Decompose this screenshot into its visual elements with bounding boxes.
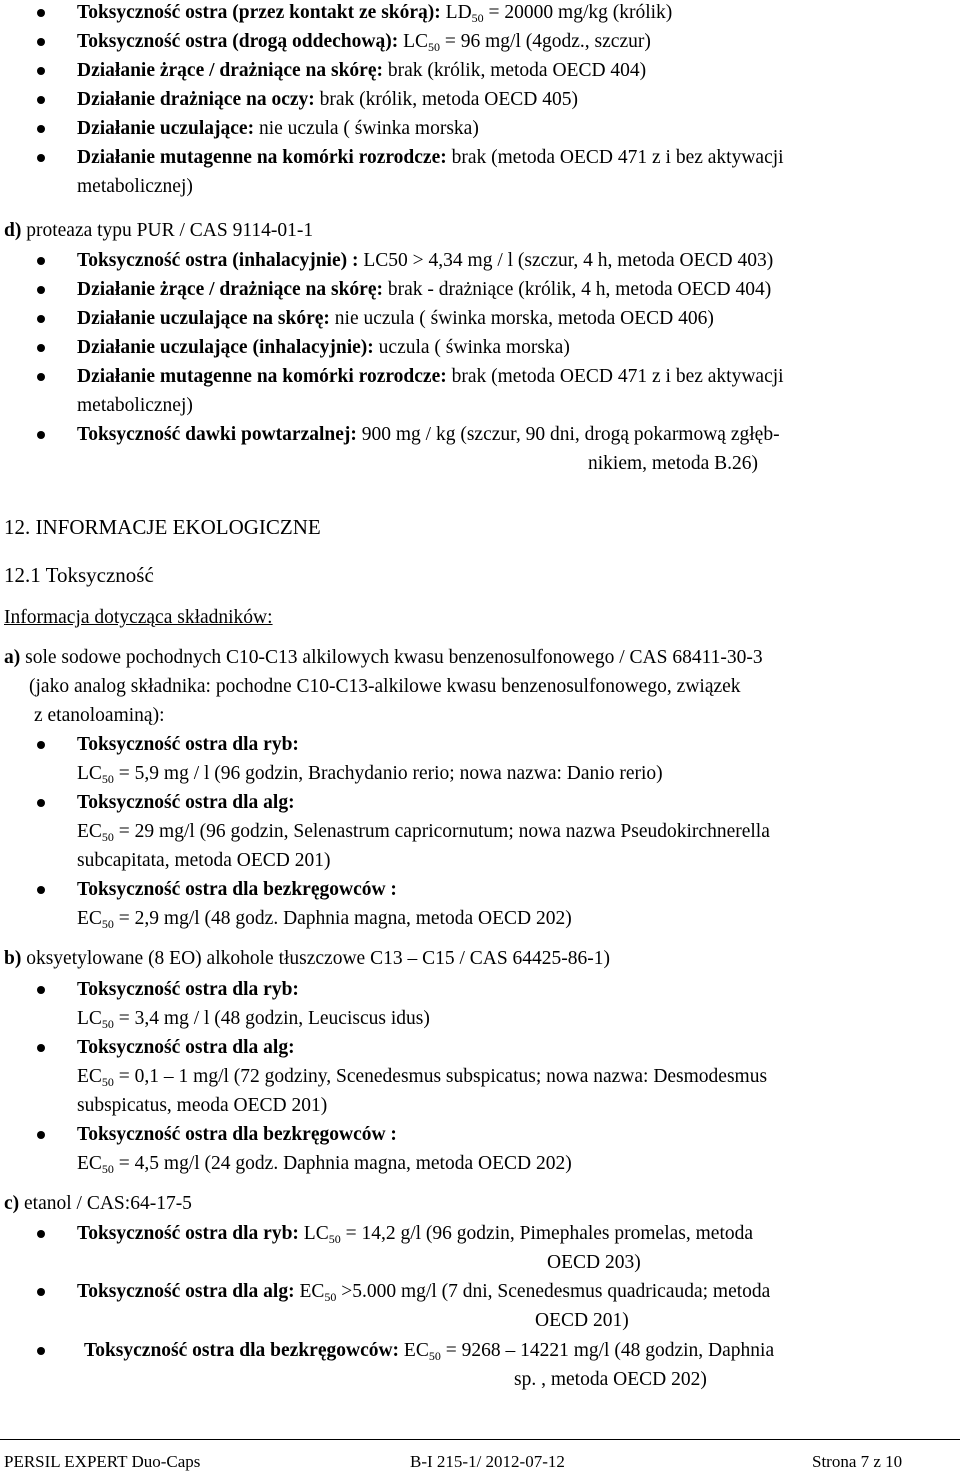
list-item: Toksyczność ostra (drogą oddechową): $LC_{50} = 96$ mg/l (4godz., szczur) [77, 31, 651, 54]
list-item: Toksyczność ostra (przez kontakt ze skórą): $LD_{50} = 20000$ mg/kg (królik) [77, 2, 673, 25]
bullet-icon [36, 1130, 46, 1140]
bullet-icon [36, 343, 46, 353]
list-item: Działanie drażniące na oczy: brak (królik, metoda OECD 405) [77, 89, 578, 110]
list-item: Działanie uczulające na skórę: nie uczula ( świnka morska, metoda OECD 406) [77, 308, 714, 329]
footer-page-number: Strona 7 z 10 [812, 1452, 903, 1471]
fish-label: Toksyczność ostra dla ryb: [77, 979, 299, 1000]
bullet-icon [36, 798, 46, 808]
bullet-icon [36, 153, 46, 163]
bullet-icon [36, 1229, 46, 1239]
bullet-icon [36, 885, 46, 895]
bullet-icon [36, 37, 46, 47]
algae-value-cont: subcapitata, metoda OECD 201) [77, 850, 331, 871]
list-item: Toksyczność dawki powtarzalnej: 900 mg / kg (szczur, 90 dni, drogą pokarmową zgłęb- [77, 424, 780, 445]
footer-code: B-I 215-1/ 2012-07-12 [410, 1452, 565, 1471]
algae-value: $EC_{50} = 29$ mg/l (96 godzin, Selenastrum capricornutum; nowa nazwa Pseudokirchnerella [77, 821, 770, 844]
bullet-icon [36, 430, 46, 440]
bullet-icon [36, 1043, 46, 1053]
algae-line: Toksyczność ostra dla alg: $EC_{50} >5.000$ mg/l (7 dni, Scenedesmus quadricauda; metoda [77, 1281, 771, 1304]
fish-line-cont: OECD 203) [547, 1252, 641, 1273]
list-item: Działanie uczulające: nie uczula ( świnka morska) [77, 118, 479, 139]
info-label: Informacja dotycząca składników: [4, 607, 273, 628]
invertebrates-label: Toksyczność ostra dla bezkręgowców : [77, 879, 397, 900]
sub-heading: 12.1 Toksyczność [4, 563, 154, 587]
footer-divider [0, 1439, 960, 1440]
bullet-icon [36, 314, 46, 324]
item-a-line: z etanoloaminą): [34, 705, 165, 726]
bullet-icon [36, 740, 46, 750]
list-item: Działanie mutagenne na komórki rozrodcze: brak (metoda OECD 471 z i bez aktywacji [77, 147, 784, 168]
bullet-icon [36, 1346, 46, 1356]
section-d-title: d) proteaza typu PUR / CAS 9114-01-1 [4, 220, 314, 241]
fish-value: $LC_{50} = 3,4$ mg / l (48 godzin, Leuciscus idus) [77, 1008, 430, 1031]
invertebrates-line: Toksyczność ostra dla bezkręgowców: $EC_{50} = 9268 - 14221$ mg/l (48 godzin, Daphnia [84, 1340, 775, 1363]
item-a-title: a) sole sodowe pochodnych C10-C13 alkilowych kwasu benzenosulfonowego / CAS 68411-30-3 [4, 647, 763, 668]
bullet-icon [36, 95, 46, 105]
algae-label: Toksyczność ostra dla alg: [77, 792, 295, 813]
list-item: Działanie mutagenne na komórki rozrodcze: brak (metoda OECD 471 z i bez aktywacji [77, 366, 784, 387]
list-item-continuation: nikiem, metoda B.26) [588, 453, 759, 474]
list-item: Działanie uczulające (inhalacyjnie): uczula ( świnka morska) [77, 337, 570, 358]
bullet-icon [36, 285, 46, 295]
bullet-icon [36, 8, 46, 18]
item-c-title: c) etanol / CAS:64-17-5 [4, 1193, 192, 1214]
item-b-title: b) oksyetylowane (8 EO) alkohole tłuszczowe C13 – C15 / CAS 64425-86-1) [4, 948, 611, 969]
algae-value: $EC_{50} = 0,1 - 1$ mg/l (72 godziny, Scenedesmus subspicatus; nowa nazwa: Desmodesmus [77, 1066, 768, 1089]
fish-label: Toksyczność ostra dla ryb: [77, 734, 299, 755]
list-item-continuation: metabolicznej) [77, 176, 193, 197]
algae-line-cont: OECD 201) [535, 1310, 629, 1331]
list-item: Działanie żrące / drażniące na skórę: brak - drażniące (królik, 4 h, metoda OECD 404) [77, 279, 772, 300]
bullet-icon [36, 66, 46, 76]
bullet-icon [36, 1287, 46, 1297]
list-item: Działanie żrące / drażniące na skórę: brak (królik, metoda OECD 404) [77, 60, 647, 81]
fish-line: Toksyczność ostra dla ryb: $LC_{50} = 14,2$ g/l (96 godzin, Pimephales promelas, metoda [77, 1223, 754, 1246]
invertebrates-value: $EC_{50} = 4,5$ mg/l (24 godz. Daphnia magna, metoda OECD 202) [77, 1153, 572, 1176]
item-a-line: (jako analog składnika: pochodne C10-C13-alkilowe kwasu benzenosulfonowego, związek [29, 676, 741, 697]
fish-value: $LC_{50} = 5,9$ mg / l (96 godzin, Brachydanio rerio; nowa nazwa: Danio rerio) [77, 763, 663, 786]
algae-value-cont: subspicatus, meoda OECD 201) [77, 1095, 328, 1116]
bullet-icon [36, 124, 46, 134]
invertebrates-label: Toksyczność ostra dla bezkręgowców : [77, 1124, 397, 1145]
invertebrates-line-cont: sp. , metoda OECD 202) [514, 1369, 707, 1390]
bullet-icon [36, 985, 46, 995]
footer-product: PERSIL EXPERT Duo-Caps [4, 1452, 201, 1471]
section-heading: 12. INFORMACJE EKOLOGICZNE [4, 515, 321, 539]
bullet-icon [36, 372, 46, 382]
algae-label: Toksyczność ostra dla alg: [77, 1037, 295, 1058]
list-item: Toksyczność ostra (inhalacyjnie) : LC50 > 4,34 mg / l (szczur, 4 h, metoda OECD 403) [77, 250, 774, 271]
bullet-icon [36, 256, 46, 266]
invertebrates-value: $EC_{50} = 2,9$ mg/l (48 godz. Daphnia magna, metoda OECD 202) [77, 908, 572, 931]
list-item-continuation: metabolicznej) [77, 395, 193, 416]
